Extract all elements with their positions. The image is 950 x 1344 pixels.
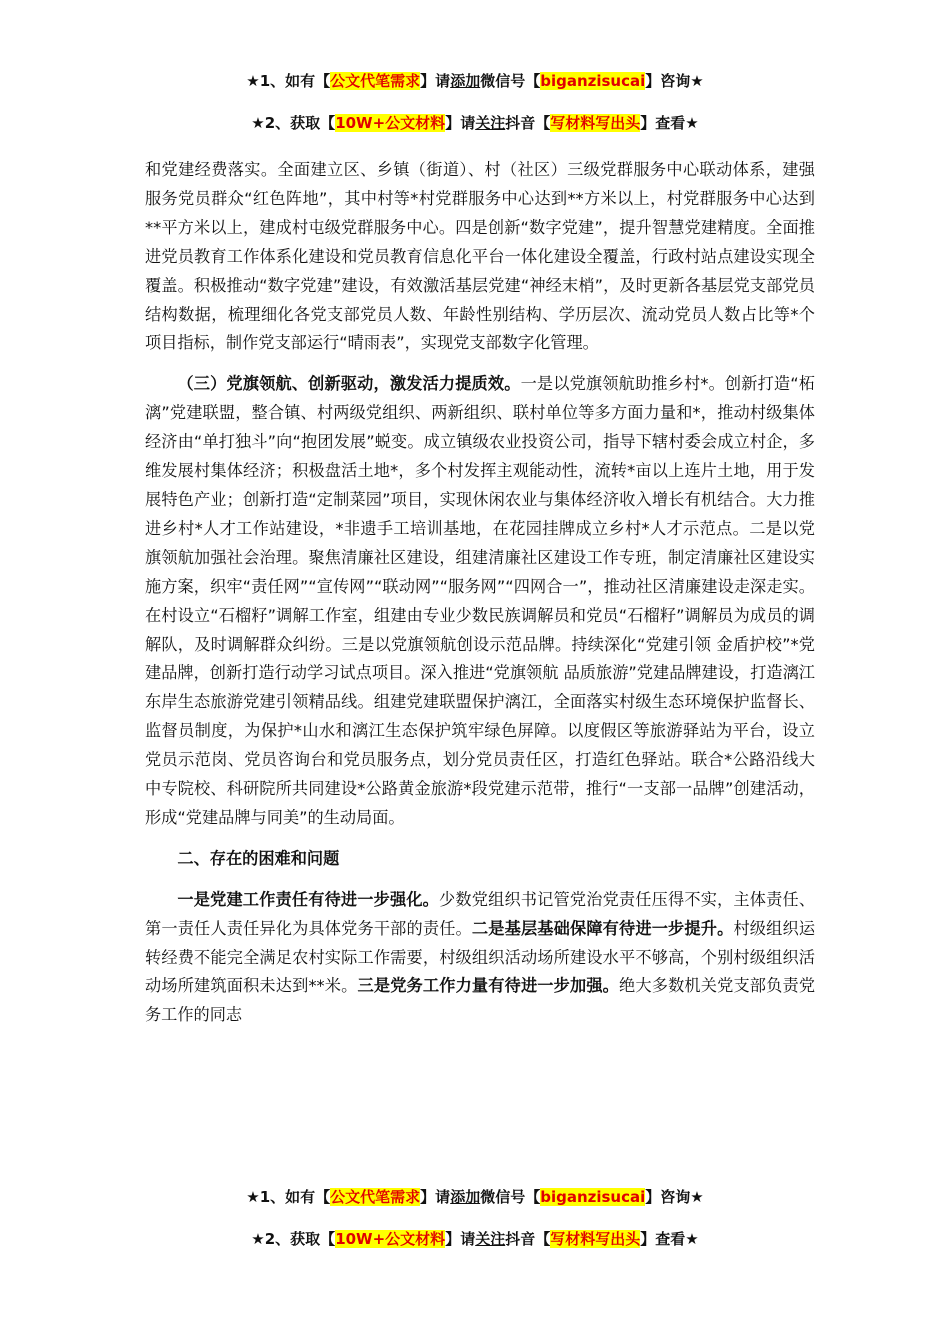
banner-text: 】请 <box>445 114 476 132</box>
highlight-materials: 10W+公文材料 <box>335 1230 446 1248</box>
section-heading-2: 二、存在的困难和问题 <box>177 848 340 868</box>
underline-follow: 关注 <box>475 1230 506 1248</box>
banner-text: 抖音【 <box>505 1230 551 1248</box>
banner-text: 抖音【 <box>505 114 551 132</box>
highlight-douyin-id: 写材料写出头 <box>550 114 641 132</box>
banner-line-2 <box>0 112 950 134</box>
banner-text: 】咨询★ <box>645 1188 704 1206</box>
problem-2-text: 村级组织运转经费不能完全满足农村实际工作需要，村级组织活动场所建设水平不够高，个别村级组织活动场所建筑面积未达到**米。 <box>145 918 816 996</box>
banner-text: 微信号【 <box>480 72 541 90</box>
highlight-douyin-id: 写材料写出头 <box>550 1230 641 1248</box>
footer-banner-line-2 <box>0 1228 950 1250</box>
banner-text: 】查看★ <box>640 114 699 132</box>
underline-add: 添加 <box>450 1188 481 1206</box>
banner-text: 】请 <box>420 72 451 90</box>
banner-text: 】请 <box>445 1230 476 1248</box>
highlight-ghostwriting: 公文代笔需求 <box>330 72 421 90</box>
banner-line-1 <box>0 70 950 92</box>
document-body <box>145 156 815 1030</box>
highlight-ghostwriting: 公文代笔需求 <box>330 1188 421 1206</box>
banner-text: ★2、获取【 <box>251 1230 336 1248</box>
banner-text: ★1、如有【 <box>246 72 331 90</box>
paragraph-2-text: 一是以党旗领航助推乡村*。创新打造“柘漓”党建联盟，整合镇、村两级党组织、两新组织、联村单位等多方面力量和*，推动村级集体经济由“单打独斗”向“抱团发展”蜕变。成立镇级农业投资公司，指导下辖村委会成立村企，多维发展村集体经济；积极盘活土地*，多个村发挥主观能动性，流转*亩以上连片土地，用于发展特色产业；创新打造“定制菜园”项目，实现休闲农业与集体经济收入增长有机结合。大力推进乡村*人才工作站建设，*非遗手工培训基地，在花园挂牌成立乡村*人才示范点。二是以党旗领航加强社会治理。聚焦清廉社区建设，组建清廉社区建设工作专班，制定清廉社区建设实施方案，织牢“责任网”“宣传网”“联动网”“服务网”“四网合一”，推动社区清廉建设走深走实。在村设立“石榴籽”调解工作室，组建由专业少数民族调解员和党员“石榴籽”调解员为成员的调解队，及时调解群众纠纷。三是以党旗领航创设示范品牌。持续深化“党建引领 金盾护校”*党建品牌，创新打造行动学习试点项目。深入推进“党旗领航 品质旅游”党建品牌建设，打造漓江东岸生态旅游党建引领精品线。组建党建联盟保护漓江，全面落实村级生态环境保护监督长、监督员制度，为保护*山水和漓江生态保护筑牢绿色屏障。以度假区等旅游驿站为平台，设立党员示范岗、党员咨询台和党员服务点，划分党员责任区，打造红色驿站。联合*公路沿线大中专院校、科研院所共同建设*公路黄金旅游*段党建示范带，推行“一支部一品牌”创建活动，形成“党建品牌与同美”的生动局面。 <box>145 374 815 827</box>
problem-2-title: 二是基层基础保障有待进一步提升。 <box>471 918 734 938</box>
highlight-wechat-id: biganzisucai <box>540 72 646 90</box>
paragraph-1: 和党建经费落实。全面建立区、乡镇（街道）、村（社区）三级党群服务中心联动体系，建强服务党员群众“红色阵地”，其中村等*村党群服务中心达到**方米以上，村党群服务中心达到**平方米以上，建成村屯级党群服务中心。四是创新“数字党建”，提升智慧党建精度。全面推进党员教育工作体系化建设和党员教育信息化平台一体化建设全覆盖，行政村站点建设实现全覆盖。积极推动“数字党建”建设，有效激活基层党建“神经末梢”，及时更新各基层党支部党员结构数据，梳理细化各党支部党员人数、年龄性别结构、学历层次、流动党员人数占比等*个项目指标，制作党支部运行“晴雨表”，实现党支部数字化管理。 <box>145 160 815 353</box>
underline-follow: 关注 <box>475 114 506 132</box>
paragraph-3 <box>145 886 815 1031</box>
banner-text: 】查看★ <box>640 1230 699 1248</box>
highlight-materials: 10W+公文材料 <box>335 114 446 132</box>
banner-text: ★1、如有【 <box>246 1188 331 1206</box>
paragraph-2 <box>145 370 815 833</box>
banner-text: ★2、获取【 <box>251 114 336 132</box>
problem-1-title: 一是党建工作责任有待进一步强化。 <box>177 889 440 909</box>
section-heading-3: （三）党旗领航、创新驱动，激发活力提质效。 <box>177 374 521 394</box>
banner-text: 微信号【 <box>480 1188 541 1206</box>
underline-add: 添加 <box>450 72 481 90</box>
problem-1-text: 少数党组织书记管党治党责任压得不实，主体责任、第一责任人责任异化为具体党务干部的责任。 <box>145 889 816 938</box>
highlight-wechat-id: biganzisucai <box>540 1188 646 1206</box>
footer-banner-line-1 <box>0 1186 950 1208</box>
problem-3-text: 绝大多数机关党支部负责党务工作的同志 <box>145 976 816 1025</box>
problem-3-title: 三是党务工作力量有待进一步加强。 <box>357 976 620 996</box>
banner-text: 】咨询★ <box>645 72 704 90</box>
banner-text: 】请 <box>420 1188 451 1206</box>
